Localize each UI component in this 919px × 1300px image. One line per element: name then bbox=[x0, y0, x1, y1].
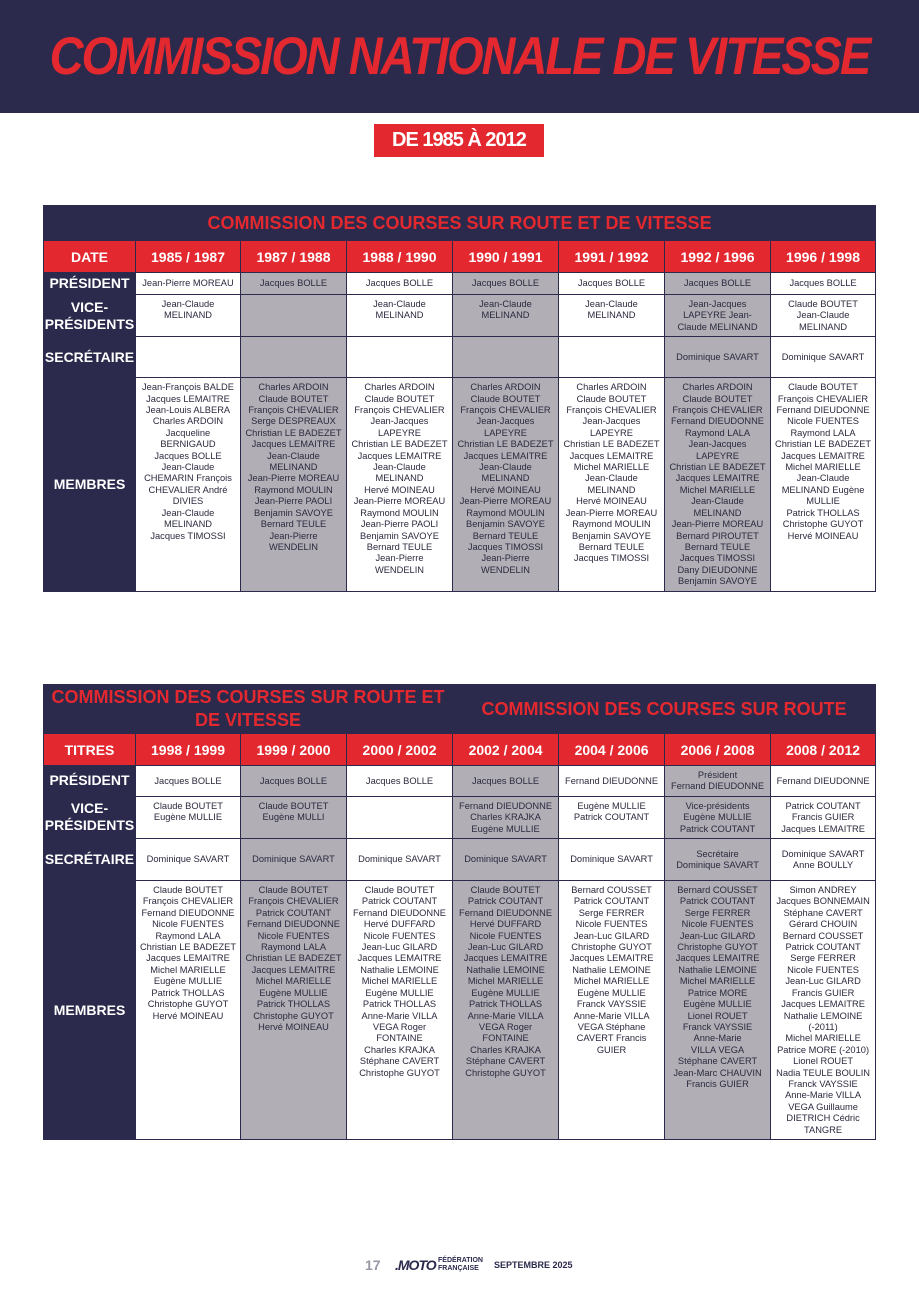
president-cell: Président Fernand DIEUDONNE bbox=[665, 766, 771, 797]
column-header: 2004 / 2006 bbox=[559, 734, 665, 766]
vice-presidents-cell: Jean-Jacques LAPEYRE Jean- Claude MELINAND bbox=[665, 295, 771, 337]
membres-cell: Claude BOUTET François CHEVALIER Fernand DIEUDONNE Nicole FUENTES Raymond LALA Christian LE BADEZET Jacques LEMAITRE Michel MARIELLE Jean-Claude MELINAND Eugène MULLIE Patrick THOLLAS Christophe GUYOT Hervé MOINEAU bbox=[771, 378, 876, 591]
membres-cell: Bernard COUSSET Patrick COUTANT Serge FERRER Nicole FUENTES Jean-Luc GILARD Christophe GUYOT Jacques LEMAITRE Nathalie LEMOINE Michel MARIELLE Eugène MULLIE Franck VAYSSIE Anne-Marie VILLA VEGA Stéphane CAVERT Francis GUIER bbox=[559, 881, 665, 1140]
president-cell: Jacques BOLLE bbox=[136, 766, 241, 797]
secretaire-cell bbox=[241, 337, 347, 378]
row-label-vice-presidents: VICE-PRÉSIDENTS bbox=[44, 796, 136, 838]
secretaire-cell bbox=[347, 337, 453, 378]
vice-presidents-cell: Jean-Claude MELINAND bbox=[453, 295, 559, 337]
table-2-banner-left: COMMISSION DES COURSES SUR ROUTE ET DE VITESSE bbox=[44, 685, 453, 734]
secretaire-cell: Dominique SAVART bbox=[559, 839, 665, 881]
vice-presidents-cell: Claude BOUTET Jean-Claude MELINAND bbox=[771, 295, 876, 337]
moto-logo: .MOTO bbox=[395, 1257, 436, 1273]
vice-presidents-cell: Patrick COUTANT Francis GUIER Jacques LEMAITRE bbox=[771, 796, 876, 838]
table-1985-1998 bbox=[43, 205, 876, 592]
row-label-membres: MEMBRES bbox=[44, 881, 136, 1140]
president-cell: Fernand DIEUDONNE bbox=[771, 766, 876, 797]
secretaire-cell bbox=[136, 337, 241, 378]
vice-presidents-cell: Jean-Claude MELINAND bbox=[136, 295, 241, 337]
column-header: 1999 / 2000 bbox=[241, 734, 347, 766]
column-header: 1985 / 1987 bbox=[136, 241, 241, 273]
president-cell: Jacques BOLLE bbox=[241, 766, 347, 797]
vice-presidents-cell: Jean-Claude MELINAND bbox=[559, 295, 665, 337]
president-cell: Jacques BOLLE bbox=[771, 273, 876, 295]
membres-cell: Charles ARDOIN Claude BOUTET François CHEVALIER Serge DESPREAUX Christian LE BADEZET Jacques LEMAITRE Jean-Claude MELINAND Jean-Pierre MOREAU Raymond MOULIN Jean-Pierre PAOLI Benjamin SAVOYE Bernard TEULE Jean-Pierre WENDELIN bbox=[241, 378, 347, 591]
membres-cell: Charles ARDOIN Claude BOUTET François CHEVALIER Jean-Jacques LAPEYRE Christian LE BADEZET Jacques LEMAITRE Jean-Claude MELINAND Hervé MOINEAU Jean-Pierre MOREAU Raymond MOULIN Benjamin SAVOYE Bernard TEULE Jacques TIMOSSI Jean-Pierre WENDELIN bbox=[453, 378, 559, 591]
membres-cell: Claude BOUTET Patrick COUTANT Fernand DIEUDONNE Hervé DUFFARD Nicole FUENTES Jean-Luc GILARD Jacques LEMAITRE Nathalie LEMOINE Michel MARIELLE Eugène MULLIE Patrick THOLLAS Anne-Marie VILLA VEGA Roger FONTAINE Charles KRAJKA Stéphane CAVERT Christophe GUYOT bbox=[347, 881, 453, 1140]
column-header: 1988 / 1990 bbox=[347, 241, 453, 273]
column-header: 2006 / 2008 bbox=[665, 734, 771, 766]
vice-presidents-cell: Fernand DIEUDONNE Charles KRAJKA Eugène MULLIE bbox=[453, 796, 559, 838]
secretaire-cell bbox=[559, 337, 665, 378]
header-date-label: DATE bbox=[44, 241, 136, 273]
row-label-secretaire: SECRÉTAIRE bbox=[44, 839, 136, 881]
vice-presidents-cell: Vice-présidents Eugène MULLIE Patrick COUTANT bbox=[665, 796, 771, 838]
secretaire-cell: Dominique SAVART bbox=[665, 337, 771, 378]
federation-name-line-1: FÉDÉRATION bbox=[438, 1257, 483, 1264]
column-header: 2000 / 2002 bbox=[347, 734, 453, 766]
page-title: COMMISSION NATIONALE DE VITESSE bbox=[49, 25, 870, 86]
page-footer bbox=[0, 1257, 919, 1277]
column-header: 2002 / 2004 bbox=[453, 734, 559, 766]
membres-cell: Simon ANDREY Jacques BONNEMAIN Stéphane CAVERT Gérard CHOUIN Bernard COUSSET Patrick COUTANT Serge FERRER Nicole FUENTES Jean-Luc GILARD Francis GUIER Jacques LEMAITRE Nathalie LEMOINE (-2011) Michel MARIELLE Patrice MORE (-2010) Lionel ROUET Nadia TEULE BOULIN Franck VAYSSIE Anne-Marie VILLA VEGA Guillaume DIETRICH Cédric TANGRE bbox=[771, 881, 876, 1140]
page-number: 17 bbox=[365, 1257, 381, 1273]
membres-cell: Claude BOUTET François CHEVALIER Fernand DIEUDONNE Nicole FUENTES Raymond LALA Christian LE BADEZET Jacques LEMAITRE Michel MARIELLE Eugène MULLIE Patrick THOLLAS Christophe GUYOT Hervé MOINEAU bbox=[136, 881, 241, 1140]
membres-cell: Claude BOUTET François CHEVALIER Patrick COUTANT Fernand DIEUDONNE Nicole FUENTES Raymond LALA Christian LE BADEZET Jacques LEMAITRE Michel MARIELLE Eugène MULLIE Patrick THOLLAS Christophe GUYOT Hervé MOINEAU bbox=[241, 881, 347, 1140]
president-cell: Fernand DIEUDONNE bbox=[559, 766, 665, 797]
row-label-president: PRÉSIDENT bbox=[44, 273, 136, 295]
secretaire-cell: Dominique SAVART Anne BOULLY bbox=[771, 839, 876, 881]
vice-presidents-cell: Jean-Claude MELINAND bbox=[347, 295, 453, 337]
membres-cell: Claude BOUTET Patrick COUTANT Fernand DIEUDONNE Hervé DUFFARD Nicole FUENTES Jean-Luc GILARD Jacques LEMAITRE Nathalie LEMOINE Michel MARIELLE Eugène MULLIE Patrick THOLLAS Anne-Marie VILLA VEGA Roger FONTAINE Charles KRAJKA Stéphane CAVERT Christophe GUYOT bbox=[453, 881, 559, 1140]
secretaire-cell: Dominique SAVART bbox=[347, 839, 453, 881]
table-2-banner-right: COMMISSION DES COURSES SUR ROUTE bbox=[453, 685, 876, 734]
column-header: 1990 / 1991 bbox=[453, 241, 559, 273]
vice-presidents-cell: Claude BOUTET Eugène MULLIE bbox=[136, 796, 241, 838]
secretaire-cell: Dominique SAVART bbox=[241, 839, 347, 881]
column-header: 1998 / 1999 bbox=[136, 734, 241, 766]
row-label-president: PRÉSIDENT bbox=[44, 766, 136, 797]
secretaire-cell: Dominique SAVART bbox=[453, 839, 559, 881]
table-1-banner: COMMISSION DES COURSES SUR ROUTE ET DE VITESSE bbox=[44, 206, 876, 241]
membres-cell: Charles ARDOIN Claude BOUTET François CHEVALIER Fernand DIEUDONNE Raymond LALA Jean-Jacques LAPEYRE Christian LE BADEZET Jacques LEMAITRE Michel MARIELLE Jean-Claude MELINAND Jean-Pierre MOREAU Bernard PIROUTET Bernard TEULE Jacques TIMOSSI Dany DIEUDONNE Benjamin SAVOYE bbox=[665, 378, 771, 591]
vice-presidents-cell bbox=[241, 295, 347, 337]
secretaire-cell: Dominique SAVART bbox=[136, 839, 241, 881]
president-cell: Jacques BOLLE bbox=[665, 273, 771, 295]
president-cell: Jacques BOLLE bbox=[453, 273, 559, 295]
column-header: 1992 / 1996 bbox=[665, 241, 771, 273]
president-cell: Jacques BOLLE bbox=[347, 766, 453, 797]
table-1998-2012 bbox=[43, 684, 876, 1140]
vice-presidents-cell: Eugène MULLIE Patrick COUTANT bbox=[559, 796, 665, 838]
vice-presidents-cell bbox=[347, 796, 453, 838]
column-header: 2008 / 2012 bbox=[771, 734, 876, 766]
membres-cell: Charles ARDOIN Claude BOUTET François CHEVALIER Jean-Jacques LAPEYRE Christian LE BADEZET Jacques LEMAITRE Jean-Claude MELINAND Hervé MOINEAU Jean-Pierre MOREAU Raymond MOULIN Jean-Pierre PAOLI Benjamin SAVOYE Bernard TEULE Jean-Pierre WENDELIN bbox=[347, 378, 453, 591]
row-label-secretaire: SECRÉTAIRE bbox=[44, 337, 136, 378]
issue-date: SEPTEMBRE 2025 bbox=[494, 1260, 573, 1270]
column-header: 1987 / 1988 bbox=[241, 241, 347, 273]
membres-cell: Charles ARDOIN Claude BOUTET François CHEVALIER Jean-Jacques LAPEYRE Christian LE BADEZET Jacques LEMAITRE Michel MARIELLE Jean-Claude MELINAND Hervé MOINEAU Jean-Pierre MOREAU Raymond MOULIN Benjamin SAVOYE Bernard TEULE Jacques TIMOSSI bbox=[559, 378, 665, 591]
header-titres-label: TITRES bbox=[44, 734, 136, 766]
column-header: 1996 / 1998 bbox=[771, 241, 876, 273]
column-header: 1991 / 1992 bbox=[559, 241, 665, 273]
secretaire-cell: Dominique SAVART bbox=[771, 337, 876, 378]
president-cell: Jacques BOLLE bbox=[559, 273, 665, 295]
period-badge: DE 1985 À 2012 bbox=[374, 124, 544, 157]
secretaire-cell bbox=[453, 337, 559, 378]
president-cell: Jacques BOLLE bbox=[347, 273, 453, 295]
president-cell: Jean-Pierre MOREAU bbox=[136, 273, 241, 295]
vice-presidents-cell: Claude BOUTET Eugène MULLI bbox=[241, 796, 347, 838]
president-cell: Jacques BOLLE bbox=[453, 766, 559, 797]
row-label-vice-presidents: VICE-PRÉSIDENTS bbox=[44, 295, 136, 337]
membres-cell: Bernard COUSSET Patrick COUTANT Serge FERRER Nicole FUENTES Jean-Luc GILARD Christophe GUYOT Jacques LEMAITRE Nathalie LEMOINE Michel MARIELLE Patrice MORE Eugène MULLIE Lionel ROUET Franck VAYSSIE Anne-Marie VILLA VEGA Stéphane CAVERT Jean-Marc CHAUVIN Francis GUIER bbox=[665, 881, 771, 1140]
row-label-membres: MEMBRES bbox=[44, 378, 136, 591]
president-cell: Jacques BOLLE bbox=[241, 273, 347, 295]
federation-name-line-2: FRANÇAISE bbox=[438, 1265, 479, 1272]
secretaire-cell: Secrétaire Dominique SAVART bbox=[665, 839, 771, 881]
membres-cell: Jean-François BALDE Jacques LEMAITRE Jean-Louis ALBERA Charles ARDOIN Jacqueline BERNIGAUD Jacques BOLLE Jean-Claude CHEMARIN François CHEVALIER André DIVIES Jean-Claude MELINAND Jacques TIMOSSI bbox=[136, 378, 241, 591]
